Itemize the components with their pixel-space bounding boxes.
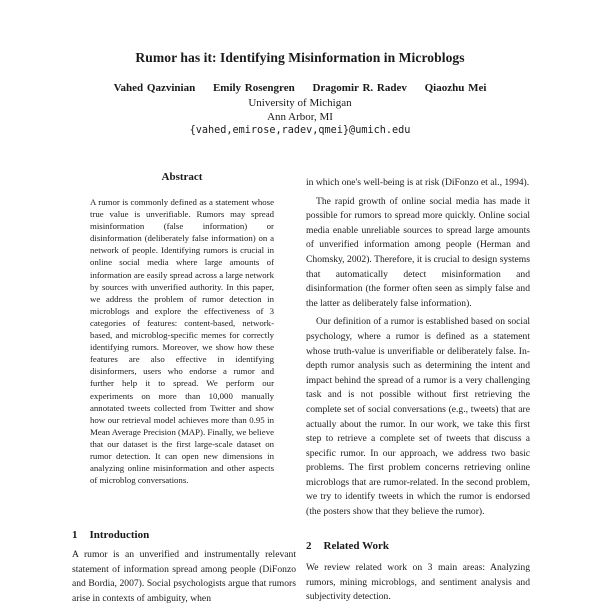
abstract-text: A rumor is commonly defined as a statement whose true value is unverifiable. Rumors may spread misinformation (false information) or disinformation (deliberately false information) on a network of people. Identifying rumors is crucial in online social media where large amounts of information are easily spread across a large network by sources with unverified authority. In this paper, we address the problem of rumor detection in microblogs and explore the effectiveness of 3 categories of features: content-based, network-based, and microblog-specific memes for correctly identifying rumors. Moreover, we show how these features are also effective in identifying disinformers, users who endorse a rumor and further help it to spread. We perform our experiments on more than 10,000 manually annotated tweets collected from Twitter and show how our retrieval model achieves more than 0.95 in Mean Average Precision (MAP). Finally, we believe that our dataset is the first large-scale dataset on rumor detection. It can open new dimensions in analyzing online misinformation and other aspects of microblog conversations.: [90, 197, 274, 486]
body-paragraph: Our definition of a rumor is established based on social psychology, where a rumor is defined as a statement whose truth-value is unverifiable or deliberately false. In-depth rumor analysis such as determining the intent and impact behind the spread of a rumor is a very challenging task and is not possible without first retrieving the complete set of social conversations (e.g., tweets) that are actually about the rumor. In our work, we take this first step to retrieve a complete set of tweets that discuss a specific rumor. In our approach, we address two basic problems. The first problem concerns retrieving online microblogs that are rumor-related. In the second problem, we try to identify tweets in which the rumor is endorsed (the posters show that they believe the rumor).: [306, 316, 530, 518]
body-paragraph: The rapid growth of online social media has made it possible for rumors to spread more quickly. Online social media enable unreliable sources to spread large amounts of unverified information among people (Herman and Chomsky, 2002). Therefore, it is crucial to design systems that automatically detect misinformation and disinformation (the former often seen as simply false and the latter as deliberately false information).: [306, 195, 530, 309]
paper-title: Rumor has it: Identifying Misinformation in Microblogs: [135, 50, 465, 65]
author-list: [0, 82, 600, 94]
section-number: 2: [306, 540, 312, 552]
section-title: Related Work: [323, 540, 389, 552]
author-name: Vahed Qazvinian: [113, 82, 196, 94]
author-name: Emily Rosengren: [212, 82, 295, 94]
location: Ann Arbor, MI: [267, 111, 333, 123]
introduction-paragraph: A rumor is an unverified and instrumentally relevant statement of information spread among people (DiFonzo and Bordia, 2007). Social psychologists argue that rumors arise in contexts of ambiguity, when: [72, 549, 296, 604]
section-heading-introduction: [72, 529, 149, 541]
abstract-heading: Abstract: [161, 171, 203, 183]
section-heading-related-work: [306, 540, 389, 552]
section-number: 1: [72, 529, 78, 541]
author-name: Dragomir R. Radev: [312, 82, 407, 94]
author-emails: {vahed,emirose,radev,qmei}@umich.edu: [189, 125, 411, 136]
author-name: Qiaozhu Mei: [424, 82, 487, 94]
related-work-paragraph: We review related work on 3 main areas: Analyzing rumors, mining microblogs, and sentiment analysis and subjectivity detection.: [306, 562, 530, 603]
right-column-body: [306, 176, 530, 520]
body-paragraph: in which one's well-being is at risk (DiFonzo et al., 1994).: [306, 177, 530, 188]
section-title: Introduction: [89, 529, 150, 541]
affiliation: University of Michigan: [248, 97, 352, 109]
